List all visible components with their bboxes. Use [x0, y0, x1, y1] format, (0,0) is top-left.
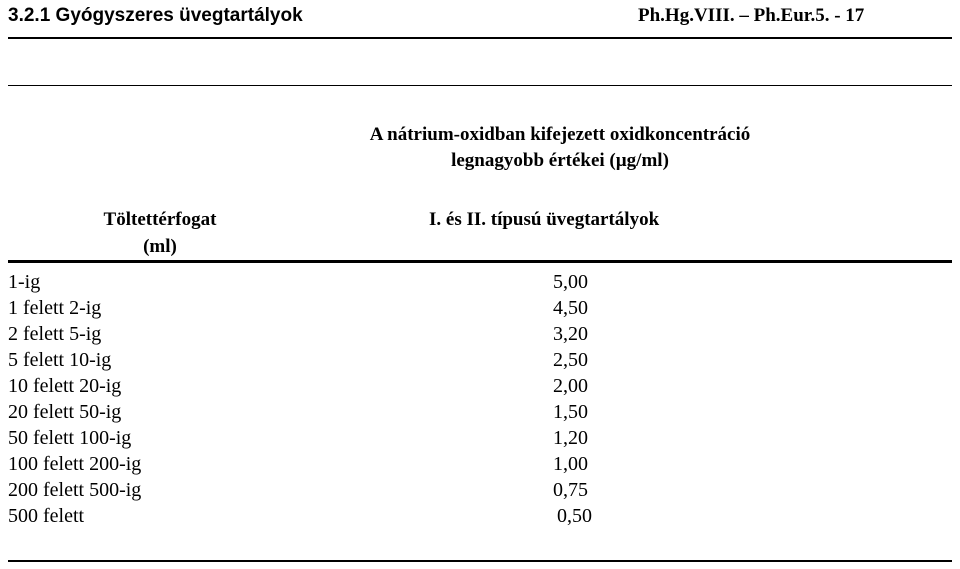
table-row: [0, 425, 960, 451]
table-title-line-2: legnagyobb értékei (µg/ml): [451, 150, 669, 171]
row-value: 0,50: [557, 505, 592, 527]
row-volume: 20 felett 50-ig: [8, 401, 122, 423]
table-bottom-rule: [8, 560, 952, 562]
row-value: 3,20: [553, 323, 588, 345]
row-value: 1,50: [553, 401, 588, 423]
column-header-volume-line-2: (ml): [143, 236, 177, 257]
table-row: [0, 503, 960, 529]
table-row: [0, 347, 960, 373]
table-body: [0, 269, 960, 529]
row-value: 5,00: [553, 271, 588, 293]
row-value: 0,75: [553, 479, 588, 501]
table-row: [0, 477, 960, 503]
table-row: [0, 399, 960, 425]
table-row: [0, 321, 960, 347]
row-volume: 50 felett 100-ig: [8, 427, 132, 449]
row-volume: 100 felett 200-ig: [8, 453, 142, 475]
table-row: [0, 373, 960, 399]
row-volume: 500 felett: [8, 505, 85, 527]
pharmacopoeia-reference: Ph.Hg.VIII. – Ph.Eur.5. - 17: [638, 5, 865, 26]
table-column-group-title: [310, 122, 810, 174]
row-volume: 1-ig: [8, 271, 41, 293]
table-row: [0, 269, 960, 295]
section-title: 3.2.1 Gyógyszeres üvegtartályok: [8, 5, 303, 26]
row-volume: 10 felett 20-ig: [8, 375, 122, 397]
column-header-volume-line-1: Töltettérfogat: [103, 209, 217, 230]
header-rule: [8, 37, 952, 39]
header-bottom-rule: [8, 260, 952, 263]
row-volume: 200 felett 500-ig: [8, 479, 142, 501]
table-top-rule: [8, 85, 952, 86]
row-volume: 2 felett 5-ig: [8, 323, 102, 345]
row-value: 1,20: [553, 427, 588, 449]
row-value: 1,00: [553, 453, 588, 475]
row-volume: 5 felett 10-ig: [8, 349, 112, 371]
row-value: 2,50: [553, 349, 588, 371]
column-header-volume: [60, 206, 260, 260]
column-header-glass-type: I. és II. típusú üvegtartályok: [429, 209, 660, 230]
row-volume: 1 felett 2-ig: [8, 297, 102, 319]
table-title-line-1: A nátrium-oxidban kifejezett oxidkoncentráció: [369, 124, 751, 145]
table-row: [0, 451, 960, 477]
table-row: [0, 295, 960, 321]
row-value: 4,50: [553, 297, 588, 319]
row-value: 2,00: [553, 375, 588, 397]
